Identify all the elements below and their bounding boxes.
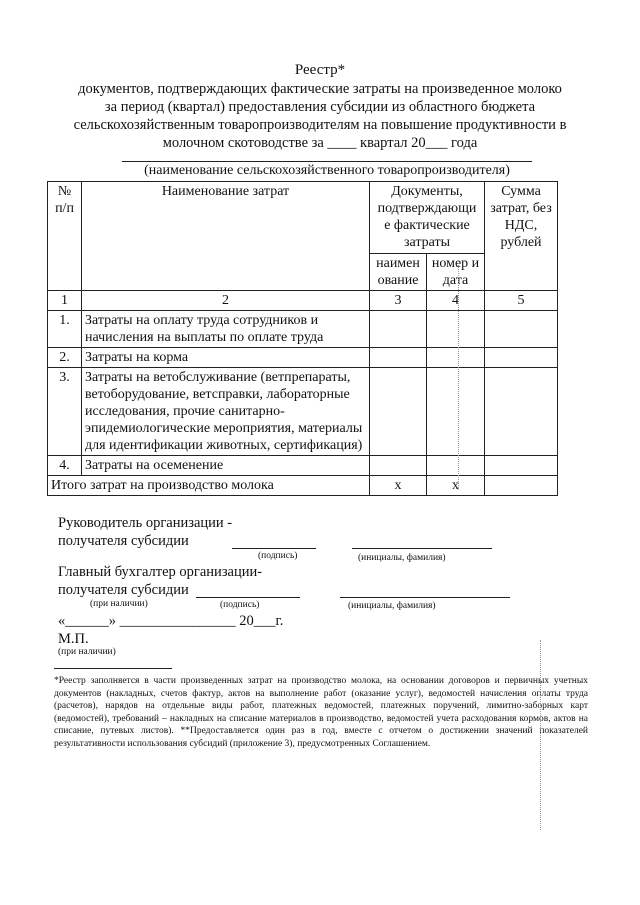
row-name: Затраты на оплату труда сотрудников и начисления на выплаты по оплате труда — [82, 311, 370, 348]
footnote: *Реестр заполняется в части произведенных затрат на производство молока, на основании договоров и первичных учетных документов (накладных, счетов фактур, актов на выполнение работ (оказание услуг), ведомостей начисления оплаты труда (расчетов), нарядов на отдельные виды работ, платежных ведомостей, платежных поручений, лимитно-заборных карт (ведомостей), требований – накладных на списание материалов в производство, ведомостей учета расходования кормов, актов на списание, путевых листов). **Предоставляется один раз в год, вместе с отчетом о достижении значений показателей результативности использования субсидий (приложение 3), предусмотренных Соглашением. — [54, 676, 588, 749]
register-table — [47, 181, 558, 496]
header-name: Наименование затрат — [82, 182, 370, 291]
document-title: Реестр* — [294, 62, 346, 78]
footnote-separator — [54, 668, 172, 669]
accountant-initials-caption: (инициалы, фамилия) — [348, 601, 436, 611]
head-initials-line[interactable] — [352, 548, 492, 549]
table-row — [48, 368, 558, 456]
row-doc-name[interactable] — [370, 311, 427, 348]
accountant-signature-line[interactable] — [196, 597, 300, 598]
head-sign-caption: (подпись) — [258, 551, 298, 561]
header-docs: Документы, подтверждающи е фактические затраты — [370, 182, 485, 254]
if-any-caption: (при наличии) — [90, 599, 148, 609]
stamp-note: (при наличии) — [58, 647, 116, 657]
total-row — [48, 476, 558, 496]
row-doc-name[interactable] — [370, 456, 427, 476]
col-number: 5 — [485, 291, 558, 311]
accountant-title-line2: получателя субсидии — [58, 582, 189, 598]
head-signature-line[interactable] — [232, 548, 316, 549]
head-title-line2: получателя субсидии — [58, 533, 189, 549]
accountant-title-line1: Главный бухгалтер организации- — [58, 564, 263, 580]
header-line-3: сельскохозяйственным товаропроизводителям на повышение продуктивности в — [73, 117, 567, 133]
scan-artifact — [458, 260, 459, 490]
row-doc-number[interactable] — [427, 368, 485, 456]
row-doc-number[interactable] — [427, 348, 485, 368]
row-sum[interactable] — [485, 311, 558, 348]
row-sum[interactable] — [485, 348, 558, 368]
row-sum[interactable] — [485, 456, 558, 476]
row-no: 2. — [48, 348, 82, 368]
header-sum: Сумма затрат, без НДС, рублей — [485, 182, 558, 291]
header-line-4: молочном скотоводстве за ____ квартал 20___ года — [162, 135, 478, 151]
header-docs-name: наимен ование — [370, 254, 427, 291]
row-name: Затраты на ветобслуживание (ветпрепараты, ветоборудование, ветсправки, лабораторные исследования, прочие санитарно-эпидемиологические мероприятия, материалы для идентификации животных, сертификация) — [82, 368, 370, 456]
header-no: № п/п — [48, 182, 82, 291]
row-name: Затраты на корма — [82, 348, 370, 368]
row-sum[interactable] — [485, 368, 558, 456]
stamp-label: М.П. — [58, 631, 89, 647]
scan-artifact — [540, 640, 541, 830]
row-doc-number[interactable] — [427, 456, 485, 476]
total-x-mark: х — [370, 476, 427, 496]
table-row — [48, 311, 558, 348]
header-line-2: за период (квартал) предоставления субсидии из областного бюджета — [104, 99, 536, 115]
col-number: 4 — [427, 291, 485, 311]
org-name-line — [122, 161, 532, 162]
total-x-mark: х — [427, 476, 485, 496]
row-name: Затраты на осеменение — [82, 456, 370, 476]
head-initials-caption: (инициалы, фамилия) — [358, 553, 446, 563]
col-number: 3 — [370, 291, 427, 311]
total-sum[interactable] — [485, 476, 558, 496]
accountant-sign-caption: (подпись) — [220, 600, 260, 610]
col-number: 2 — [82, 291, 370, 311]
row-no: 3. — [48, 368, 82, 456]
row-doc-name[interactable] — [370, 348, 427, 368]
header-line-1: документов, подтверждающих фактические затраты на произведенное молоко — [78, 81, 562, 97]
row-no: 1. — [48, 311, 82, 348]
row-doc-name[interactable] — [370, 368, 427, 456]
org-name-caption: (наименование сельскохозяйственного товаропроизводителя) — [144, 163, 510, 178]
date-line[interactable]: «______» ________________ 20___г. — [58, 613, 284, 629]
table-row — [48, 456, 558, 476]
row-doc-number[interactable] — [427, 311, 485, 348]
header-docs-number: номер и дата — [427, 254, 485, 291]
head-title-line1: Руководитель организации - — [58, 515, 233, 531]
accountant-initials-line[interactable] — [340, 597, 510, 598]
col-number: 1 — [48, 291, 82, 311]
table-row — [48, 348, 558, 368]
row-no: 4. — [48, 456, 82, 476]
total-label: Итого затрат на производство молока — [48, 476, 370, 496]
